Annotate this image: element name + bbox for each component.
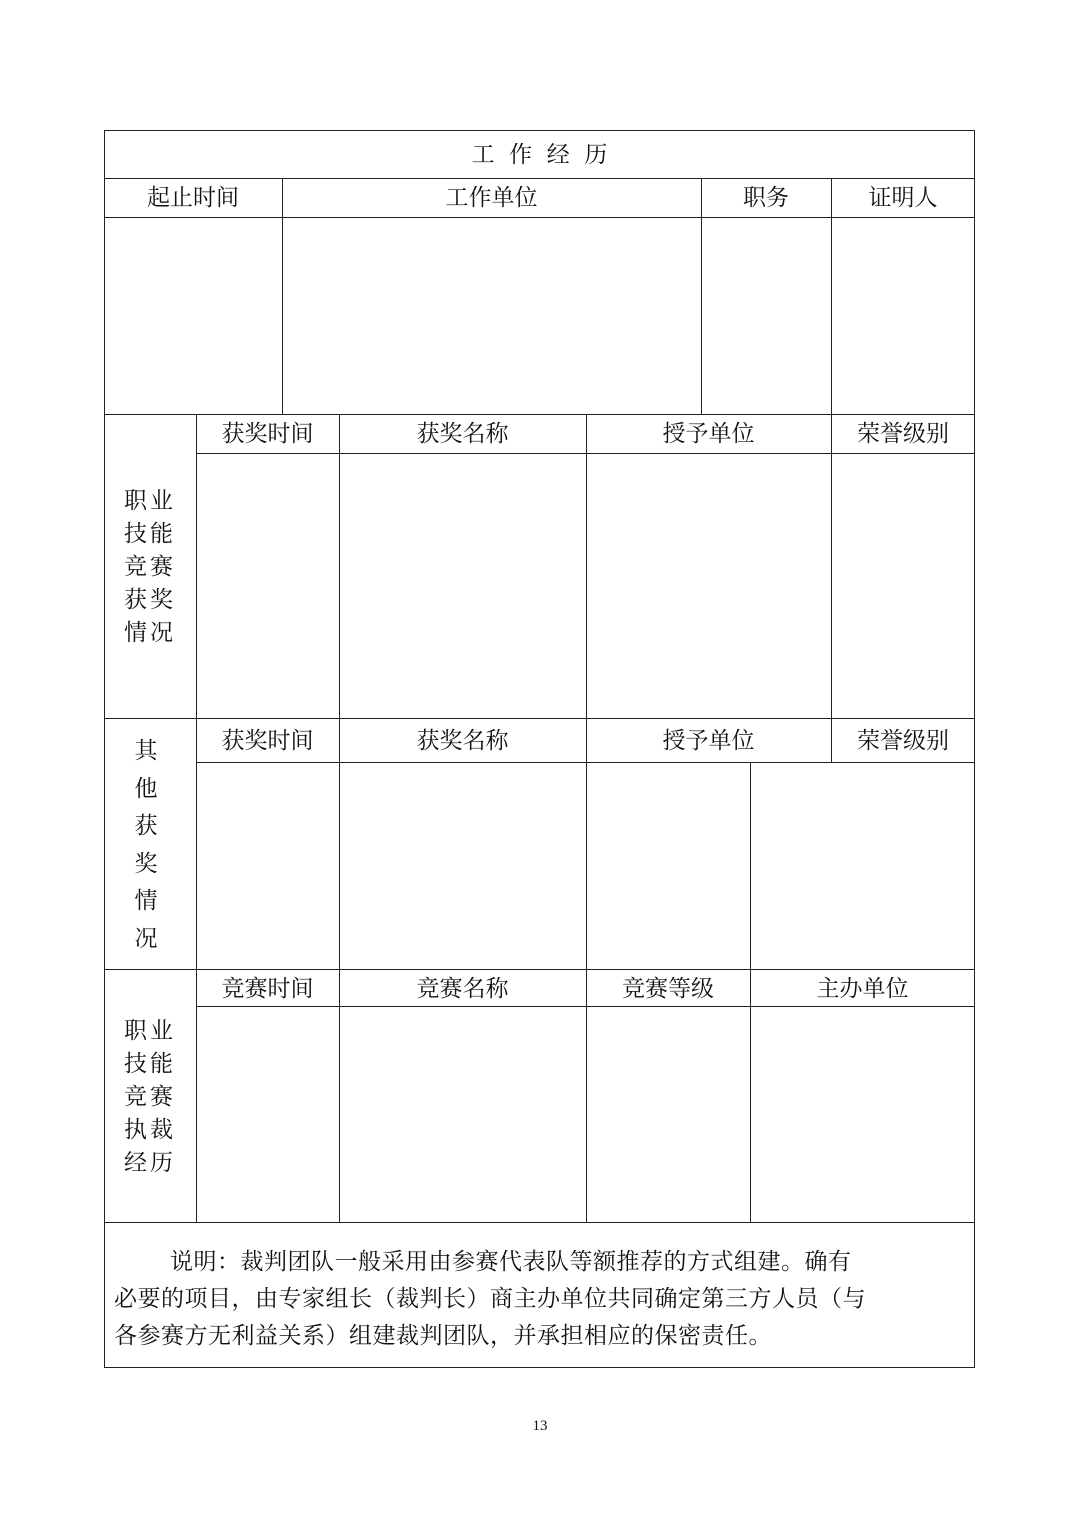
header-organizer: 主办单位	[816, 976, 909, 1002]
note-line: 必要的项目，由专家组长（裁判长）商主办单位共同确定第三方人员（与	[114, 1286, 866, 1312]
explanatory-note	[114, 1244, 968, 1355]
header-position: 职务	[743, 185, 789, 211]
header-competition-level: 竞赛等级	[622, 976, 714, 1002]
divider	[196, 414, 197, 1222]
header-award-name: 获奖名称	[416, 421, 509, 447]
section-title-work-history: 工 作 经 历	[471, 142, 608, 168]
header-employer: 工作单位	[445, 185, 538, 211]
divider	[701, 178, 702, 414]
divider	[831, 178, 832, 414]
header-competition-time: 竞赛时间	[221, 976, 314, 1002]
divider	[339, 414, 340, 1222]
divider	[104, 414, 975, 415]
divider	[282, 178, 283, 414]
divider	[104, 1222, 975, 1223]
header-award-issuer: 授予单位	[662, 421, 755, 447]
note-line: 各参赛方无利益关系）组建裁判团队，并承担相应的保密责任。	[114, 1323, 772, 1349]
header-award-time: 获奖时间	[221, 421, 314, 447]
header-award-time: 获奖时间	[221, 728, 314, 754]
divider	[104, 217, 975, 218]
section-label-judging: 职业 技能 竞赛 执裁 经历	[124, 1018, 176, 1176]
header-honor-level: 荣誉级别	[857, 421, 949, 447]
divider	[104, 178, 975, 179]
note-line: 说明：裁判团队一般采用由参赛代表队等额推荐的方式组建。确有	[170, 1249, 852, 1275]
header-reference: 证明人	[868, 185, 938, 211]
header-award-name: 获奖名称	[416, 728, 509, 754]
section-label-skill-award: 职业 技能 竞赛 获奖 情况	[124, 488, 176, 646]
header-honor-level: 荣誉级别	[857, 728, 949, 754]
divider	[104, 718, 975, 719]
page-number: 13	[532, 1418, 548, 1434]
divider	[586, 414, 587, 1222]
section-label-other-award: 其 他 获 奖 情 况	[134, 738, 158, 952]
divider	[104, 969, 975, 970]
divider	[831, 414, 832, 718]
header-competition-name: 竞赛名称	[416, 976, 509, 1002]
header-period: 起止时间	[147, 185, 239, 211]
header-award-issuer: 授予单位	[662, 728, 755, 754]
